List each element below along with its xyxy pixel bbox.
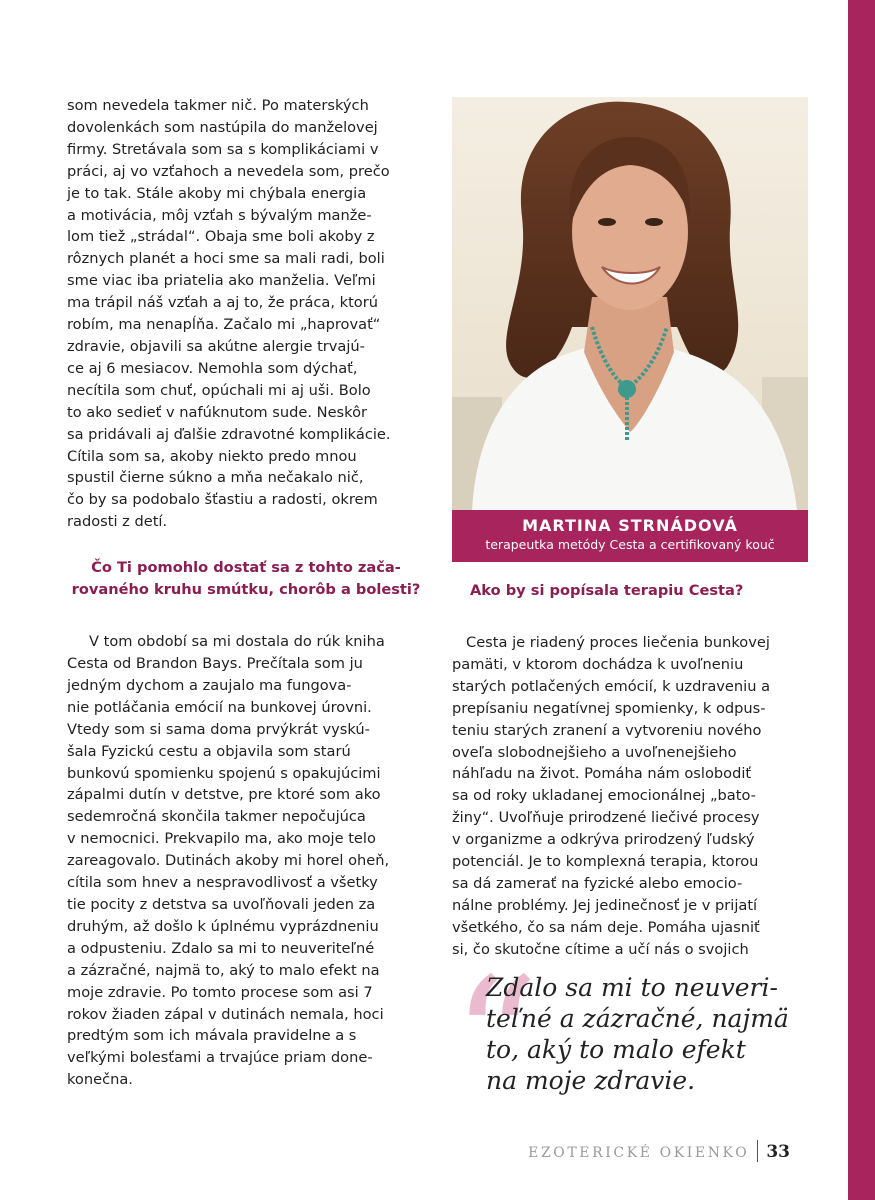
text-line: si, čo skutočne cítime a učí nás o svojich <box>452 940 749 958</box>
quote-line: na moje zdravie. <box>486 1066 696 1095</box>
text-line: náhľadu na život. Pomáha nám oslobodiť <box>452 765 752 783</box>
text-line: oveľa slobodnejšieho a uvoľnenejšieho <box>452 743 737 761</box>
text-line: zareagovalo. Dutinách akoby mi horel oheň, <box>67 852 390 870</box>
text-line: firmy. Stretávala som sa s komplikáciami v <box>67 140 379 158</box>
quote-mark-icon: “ <box>452 942 539 1140</box>
text-line: čo by sa podobalo šťastiu a radosti, okrem <box>67 491 378 509</box>
text-line: rôznych planét a hoci sme sa mali radi, boli <box>67 250 385 268</box>
question-line: Čo Ti pomohlo dostať sa z tohto zača- <box>91 559 401 577</box>
text-line: nálne problémy. Jej jedinečnosť je v prijatí <box>452 896 758 914</box>
text-line: zdravie, objavili sa akútne alergie trvajú- <box>67 337 365 355</box>
text-line: sedemročná skončila takmer nepočujúca <box>67 808 366 826</box>
text-line: V tom období sa mi dostala do rúk kniha <box>89 633 385 651</box>
question-line: rovaného kruhu smútku, chorôb a bolesti? <box>71 581 421 599</box>
text-line: robím, ma nenapĺňa. Začalo mi „haprovať“ <box>67 316 381 334</box>
text-line: tie pocity z detstva sa uvoľňovali jeden za <box>67 896 376 913</box>
page-number: 33 <box>766 1142 790 1162</box>
portrait-photo <box>452 97 808 510</box>
text-line: cítila som hnev a nespravodlivosť a všetky <box>67 874 378 892</box>
section-question <box>67 557 425 601</box>
text-line: a odpusteniu. Zdalo sa mi to neuveriteľné <box>67 939 375 957</box>
person-name: MARTINA STRNÁDOVÁ <box>522 516 738 535</box>
quote-line: to, aký to malo efekt <box>486 1035 746 1064</box>
left-column <box>67 95 425 1091</box>
text-line: všetkého, čo sa nám deje. Pomáha ujasniť <box>452 918 760 936</box>
text-line: žiny“. Uvoľňuje prirodzené liečivé procesy <box>452 809 760 827</box>
answer-paragraph <box>452 632 808 961</box>
text-line: Vtedy som si sama doma prvýkrát vyskú- <box>67 720 370 738</box>
text-line: potenciál. Je to komplexná terapia, ktorou <box>452 853 759 871</box>
text-line: to ako sedieť v nafúknutom sude. Neskôr <box>67 403 368 421</box>
text-line: konečna. <box>67 1071 133 1089</box>
right-column <box>452 580 808 961</box>
text-line: práci, aj vo vzťahoch a nevedela som, prečo <box>67 162 390 180</box>
page-footer <box>490 1140 790 1168</box>
quote-line: Zdalo sa mi to neuveri- <box>486 973 778 1002</box>
intro-paragraph <box>67 95 425 533</box>
text-line: sme viac iba priatelia ako manželia. Veľmi <box>67 272 376 290</box>
text-line: druhým, až došlo k úplnému vyprázdneniu <box>67 917 379 935</box>
text-line: prepísaniu negatívnej spomienky, k odpus- <box>452 699 766 717</box>
page-edge-bar <box>848 0 875 1200</box>
section-question: Ako by si popísala terapiu Cesta? <box>470 582 744 599</box>
text-line: sa dá zamerať na fyzické alebo emocio- <box>452 874 743 892</box>
text-line: je to tak. Stále akoby mi chýbala energia <box>67 184 367 202</box>
text-line: spustil čierne súkno a mňa nečakalo nič, <box>67 469 364 487</box>
person-role: terapeutka metódy Cesta a certifikovaný kouč <box>485 537 775 552</box>
text-line: moje zdravie. Po tomto procese som asi 7 <box>67 983 373 1001</box>
quote-line: teľné a zázračné, najmä <box>486 1004 789 1033</box>
text-line: sa od roky ukladanej emocionálnej „bato- <box>452 787 756 805</box>
answer-paragraph <box>67 631 425 1091</box>
text-line: ma trápil náš vzťah a aj to, že práca, ktorú <box>67 294 378 312</box>
name-banner <box>452 510 808 562</box>
text-line: Cesta je riadený proces liečenia bunkovej <box>466 634 770 651</box>
text-line: jedným dychom a zaujalo ma fungova- <box>67 676 352 694</box>
text-line: šala Fyzickú cestu a objavila som starú <box>67 742 351 760</box>
text-line: dovolenkách som nastúpila do manželovej <box>67 118 378 136</box>
text-line: Cítila som sa, akoby niekto predo mnou <box>67 447 357 465</box>
text-line: necítila som chuť, opúchali mi aj uši. Bolo <box>67 381 371 399</box>
text-line: Cesta od Brandon Bays. Prečítala som ju <box>67 655 363 673</box>
text-line: a zázračné, najmä to, aký to malo efekt na <box>67 961 380 979</box>
portrait-illustration <box>452 97 808 510</box>
text-line: predtým som ich mávala pravidelne a s <box>67 1027 357 1045</box>
text-line: a motivácia, môj vzťah s bývalým manže- <box>67 206 372 224</box>
text-line: teniu starých zranení a vytvoreniu nového <box>452 721 762 739</box>
text-line: v nemocnici. Prekvapilo ma, ako moje telo <box>67 830 376 848</box>
text-line: rokov žiaden zápal v dutinách nemala, hoci <box>67 1005 384 1023</box>
text-line: zápalmi dutín v detstve, pre ktoré som ako <box>67 786 381 804</box>
text-line: radosti z detí. <box>67 513 168 531</box>
text-line: som nevedela takmer nič. Po materských <box>67 97 369 114</box>
text-line: bunkovú spomienku spojenú s opakujúcimi <box>67 764 381 782</box>
text-line: v organizme a odkrýva prirodzený ľudský <box>452 831 755 849</box>
magazine-name: EZOTERICKÉ OKIENKO <box>528 1145 750 1161</box>
text-line: veľkými bolesťami a trvajúce priam done- <box>67 1049 373 1067</box>
pull-quote-text <box>486 972 806 1096</box>
text-line: pamäti, v ktorom dochádza k uvoľneniu <box>452 655 744 673</box>
text-line: starých potlačených emócií, k uzdraveniu a <box>452 677 771 695</box>
text-line: lom tiež „strádal“. Obaja sme boli akoby z <box>67 228 375 246</box>
footer-divider <box>757 1140 758 1162</box>
text-line: sa pridávali aj ďalšie zdravotné komplikácie. <box>67 425 391 443</box>
text-line: nie potláčania emócií na bunkovej úrovni. <box>67 698 372 716</box>
text-line: ce aj 6 mesiacov. Nemohla som dýchať, <box>67 359 358 377</box>
